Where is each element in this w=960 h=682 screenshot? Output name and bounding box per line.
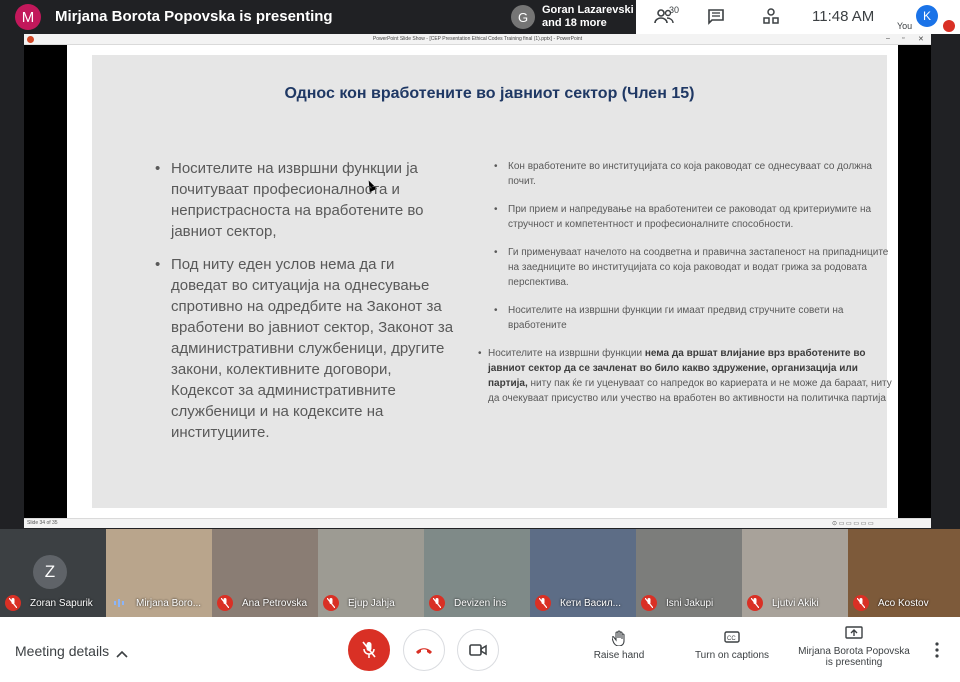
- participant-tile[interactable]: [742, 529, 848, 617]
- slide-margin-right: [898, 45, 931, 518]
- attendee-name: Goran Lazarevski: [542, 4, 634, 16]
- participant-tile[interactable]: [0, 529, 106, 617]
- self-muted-icon: [943, 20, 955, 32]
- svg-text:CC: CC: [727, 636, 736, 642]
- maximize-icon[interactable]: ▫: [902, 35, 905, 42]
- attendee-avatar: G: [511, 5, 535, 29]
- camera-icon: [469, 643, 487, 657]
- right-bullet: • Носителите на извршни функции ги имаат предвид стручните совети на вработените: [494, 303, 894, 333]
- activities-icon[interactable]: [758, 5, 784, 27]
- more-options-icon[interactable]: [930, 641, 944, 659]
- clock: 11:48 AM: [812, 8, 875, 25]
- mic-off-icon: [535, 595, 551, 611]
- participant-name: Кети Васил...: [560, 598, 621, 609]
- attendee-more: and 18 more: [542, 17, 607, 29]
- mic-off-icon: [5, 595, 21, 611]
- presenting-line2: is presenting: [825, 657, 883, 668]
- bullet-bold: нема да вршат влијание врз вработените во јавниот сектор да се зачленат во било какво здружение, организација или партија,: [488, 348, 866, 389]
- participant-name: Isni Jakupi: [666, 598, 714, 609]
- leave-call-button[interactable]: [403, 629, 445, 671]
- meeting-details-button[interactable]: Meeting details: [15, 643, 110, 659]
- view-controls-icon[interactable]: ⊙ ▭ ▭ ▭ ▭ ▭: [832, 521, 874, 527]
- participant-tile[interactable]: [424, 529, 530, 617]
- slide-number: Slide 34 of 35: [27, 520, 58, 526]
- self-avatar: K: [916, 5, 938, 27]
- left-bullet: • Под ниту еден услов нема да ги доведат во ситуација на однесување спротивно на одредбите на Законот за вработени во јавниот сектор, Законот за административни службеници, другите закони, колективните договори, Кодексот за административните службеници и на кодексите на институциите.: [155, 254, 455, 443]
- bottom-bar: [0, 617, 960, 682]
- left-bullets: [155, 158, 455, 455]
- participant-tile[interactable]: [318, 529, 424, 617]
- raise-hand-button[interactable]: [590, 630, 648, 661]
- right-bullet: • Кон вработените во институцијата со која раководат се однесуваат со должна почит.: [494, 159, 894, 189]
- powerpoint-statusbar: [24, 518, 931, 528]
- bullet-prefix: Носителите на извршни функции: [488, 348, 645, 359]
- right-bullet-emphasis: [484, 346, 894, 406]
- mic-off-icon: [429, 595, 445, 611]
- powerpoint-window-title: PowerPoint Slide Show - [CEP Presentation Ethical Codes Training final (1).pptx] - PowerPoint: [372, 36, 583, 42]
- participant-tile[interactable]: [530, 529, 636, 617]
- participant-tile[interactable]: [106, 529, 212, 617]
- chat-icon[interactable]: [703, 5, 729, 27]
- participant-tile[interactable]: [212, 529, 318, 617]
- presenting-button[interactable]: [794, 626, 914, 668]
- presenting-title: Mirjana Borota Popovska is presenting: [55, 8, 333, 25]
- participant-name: Mirjana Boro...: [136, 598, 202, 609]
- presenter-avatar: M: [15, 4, 41, 30]
- slide-margin-left: [24, 45, 67, 518]
- participant-tile[interactable]: [636, 529, 742, 617]
- captions-icon: [688, 630, 776, 646]
- mic-off-icon: [641, 595, 657, 611]
- left-bullet: • Носителите на извршни функции ја почитуваат професионалноста и непристрасноста на вработените во јавниот сектор,: [155, 158, 455, 242]
- slide-title: Однос кон вработените во јавниот сектор (Член 15): [284, 85, 695, 102]
- top-bar: [0, 0, 960, 34]
- mic-off-icon: [217, 595, 233, 611]
- people-count: 30: [669, 5, 680, 15]
- attendee-text: [542, 4, 634, 30]
- hang-up-icon: [414, 645, 434, 655]
- mic-off-icon: [747, 595, 763, 611]
- attendee-summary[interactable]: [505, 2, 636, 32]
- participant-name: Zoran Sapurik: [30, 598, 93, 609]
- you-label: You: [897, 21, 913, 31]
- presentation-stage: [24, 34, 931, 528]
- participant-name: Ljutvi Akiki: [772, 598, 819, 609]
- participant-tile[interactable]: [848, 529, 960, 617]
- speaking-icon: [111, 595, 127, 611]
- participant-name: Devizen İns: [454, 598, 507, 609]
- mic-toggle-button[interactable]: [348, 629, 390, 671]
- participant-avatar: Z: [33, 555, 67, 589]
- minimize-icon[interactable]: –: [886, 35, 890, 42]
- powerpoint-titlebar: [24, 34, 931, 45]
- participant-name: Ana Petrovska: [242, 598, 308, 609]
- right-bullet: • При прием и напредување на вработенитеи се раководат од критериумите на стручност и компетентност и професионалните способности.: [494, 202, 894, 232]
- mic-off-icon: [853, 595, 869, 611]
- captions-button[interactable]: [688, 630, 776, 661]
- bullet-suffix: ниту пак ќе ги уценуваат со напредок во кариерата и не може да бараат, ниту да очекуваат присуство или учество на вработен во активности на политичка партија: [488, 378, 892, 404]
- presenting-line1: Mirjana Borota Popovska: [798, 646, 910, 657]
- hand-icon: [590, 630, 648, 646]
- present-screen-icon: [794, 626, 914, 642]
- right-bullets: [488, 159, 894, 419]
- participant-strip: [0, 529, 960, 617]
- mic-off-icon: [361, 641, 377, 659]
- captions-label: Turn on captions: [694, 650, 770, 661]
- close-icon[interactable]: ✕: [918, 36, 924, 43]
- raise-hand-label: Raise hand: [593, 650, 645, 661]
- right-bullet: • Ги применуваат начелото на соодветна и правична застапеност на припадниците на заедниците во институцијата со која раководат и водат грижа за родовата перспектива.: [494, 245, 894, 290]
- slide: [92, 55, 892, 508]
- camera-toggle-button[interactable]: [457, 629, 499, 671]
- participant-name: Aco Kostov: [878, 598, 929, 609]
- mic-off-icon: [323, 595, 339, 611]
- chevron-up-icon[interactable]: [116, 645, 128, 663]
- participant-name: Ejup Jahja: [348, 598, 395, 609]
- slide-area: [67, 45, 898, 518]
